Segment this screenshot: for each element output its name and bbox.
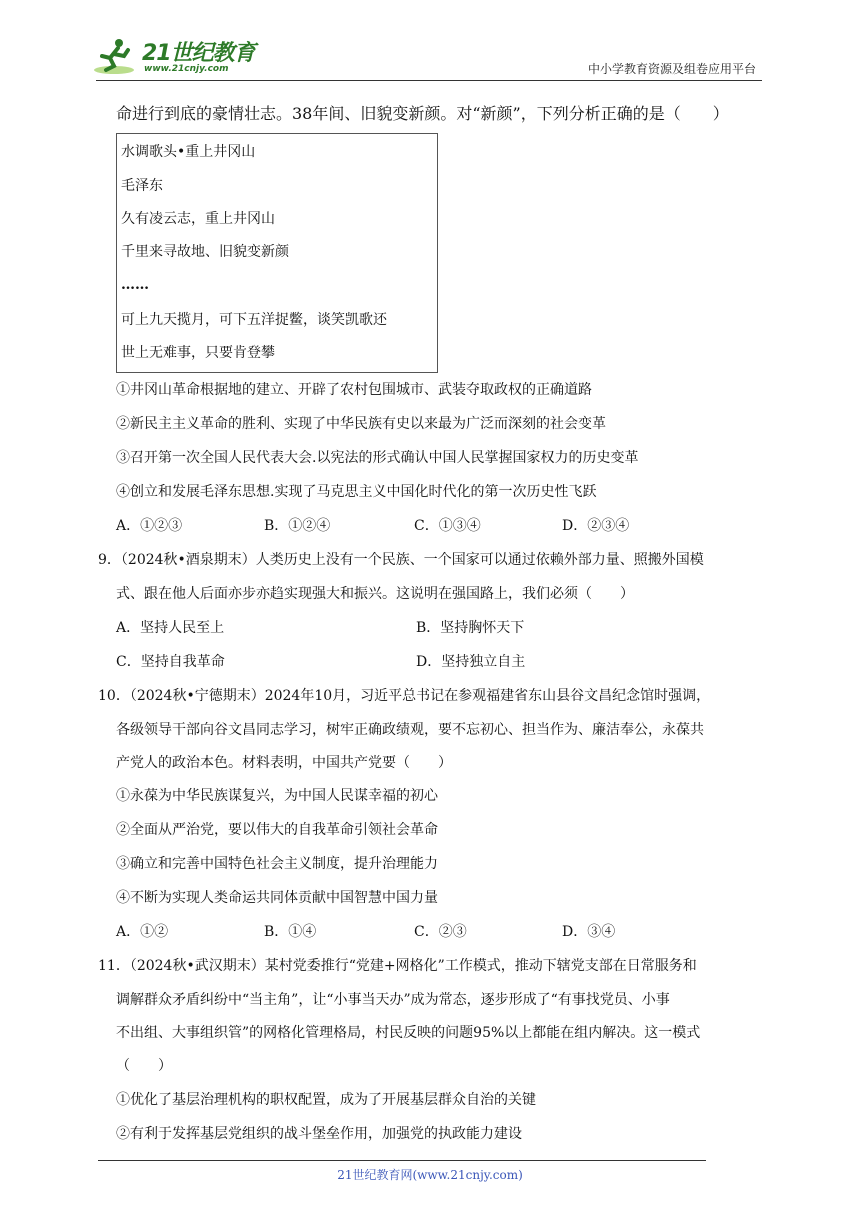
q9-stem-line: 式、跟在他人后面亦步亦趋实现强大和振兴。这说明在强国路上，我们必须（ ）: [116, 586, 634, 602]
q8-option-b[interactable]: B．①②④: [264, 518, 331, 534]
q9-option-b[interactable]: B．坚持胸怀天下: [416, 620, 525, 636]
q11-item: ①优化了基层治理机构的职权配置，成为了开展基层群众自治的关键: [116, 1092, 536, 1108]
poem-line: 可上九天揽月，可下五洋捉鳖，谈笑凯歌还: [121, 312, 387, 328]
q9-option-c[interactable]: C．坚持自我革命: [116, 654, 225, 670]
poem-line: 久有凌云志，重上井冈山: [121, 211, 275, 227]
q10-item: ③确立和完善中国特色社会主义制度，提升治理能力: [116, 856, 438, 872]
q8-option-d[interactable]: D．②③④: [562, 518, 630, 534]
brand-site: www.21cnjy.com: [144, 64, 229, 74]
q9-option-d[interactable]: D．坚持独立自主: [416, 654, 526, 670]
q10-item: ①永葆为中华民族谋复兴，为中国人民谋幸福的初心: [116, 788, 438, 804]
q8-stem: 命进行到底的豪情壮志。38年间、旧貌变新颜。对“新颜”，下列分析正确的是（ ）: [116, 104, 729, 123]
poem-line: 毛泽东: [121, 178, 163, 194]
q9-stem-line: 9．（2024秋•酒泉期末）人类历史上没有一个民族、一个国家可以通过依赖外部力量、照搬外国模: [98, 552, 704, 568]
footer-divider: [98, 1160, 706, 1161]
q11-item: ②有利于发挥基层党组织的战斗堡垒作用，加强党的执政能力建设: [116, 1126, 522, 1142]
q10-item: ④不断为实现人类命运共同体贡献中国智慧中国力量: [116, 890, 438, 906]
q8-item: ②新民主主义革命的胜利、实现了中华民族有史以来最为广泛而深刻的社会变革: [116, 416, 606, 432]
q11-stem-line: 11．（2024秋•武汉期末）某村党委推行“党建+网格化”工作模式，推动下辖党支部在日常服务和: [98, 958, 697, 974]
q8-item: ③召开第一次全国人民代表大会.以宪法的形式确认中国人民掌握国家权力的历史变革: [116, 450, 639, 466]
q10-stem-line: 产党人的政治本色。材料表明，中国共产党要（ ）: [116, 755, 452, 771]
q10-option-d[interactable]: D．③④: [562, 924, 616, 940]
q10-stem-line: 各级领导干部向谷文昌同志学习，树牢正确政绩观，要不忘初心、担当作为、廉洁奉公，永葆共: [116, 722, 704, 738]
poem-line: 世上无难事，只要肯登攀: [121, 345, 275, 361]
brand-name: 21世纪教育: [142, 41, 255, 66]
q10-option-b[interactable]: B．①④: [264, 924, 317, 940]
footer-link[interactable]: 21世纪教育网(www.21cnjy.com): [337, 1168, 523, 1182]
poem-line: ……: [121, 277, 149, 293]
q8-option-a[interactable]: A．①②③: [116, 518, 183, 534]
poem-box: [116, 133, 438, 373]
q10-option-a[interactable]: A．①②: [116, 924, 169, 940]
q9-option-a[interactable]: A．坚持人民至上: [116, 620, 225, 636]
runner-logo-icon: [92, 36, 138, 76]
q11-stem-line: 不出组、大事组织管”的网格化管理格局，村民反映的问题95%以上都能在组内解决。这一模式: [116, 1025, 701, 1041]
poem-line: 千里来寻故地、旧貌变新颜: [121, 244, 289, 260]
poem-line: 水调歌头•重上井冈山: [121, 144, 256, 160]
page-header: [0, 0, 860, 84]
q10-stem-line: 10．（2024秋•宁德期末）2024年10月，习近平总书记在参观福建省东山县谷文昌纪念馆时强调，: [98, 688, 711, 704]
q8-option-c[interactable]: C．①③④: [414, 518, 481, 534]
header-divider: [96, 80, 762, 81]
q11-stem-line: 调解群众矛盾纠纷中“当主角”，让“小事当天办”成为常态，逐步形成了“有事找党员、小事: [116, 992, 670, 1008]
q8-item: ④创立和发展毛泽东思想.实现了马克思主义中国化时代化的第一次历史性飞跃: [116, 484, 597, 500]
q10-item: ②全面从严治党，要以伟大的自我革命引领社会革命: [116, 822, 438, 838]
q11-stem-line: （ ）: [116, 1058, 172, 1074]
platform-title: 中小学教育资源及组卷应用平台: [587, 62, 756, 76]
logo: [92, 34, 262, 78]
q8-item: ①井冈山革命根据地的建立、开辟了农村包围城市、武装夺取政权的正确道路: [116, 382, 592, 398]
q10-option-c[interactable]: C．②③: [414, 924, 467, 940]
